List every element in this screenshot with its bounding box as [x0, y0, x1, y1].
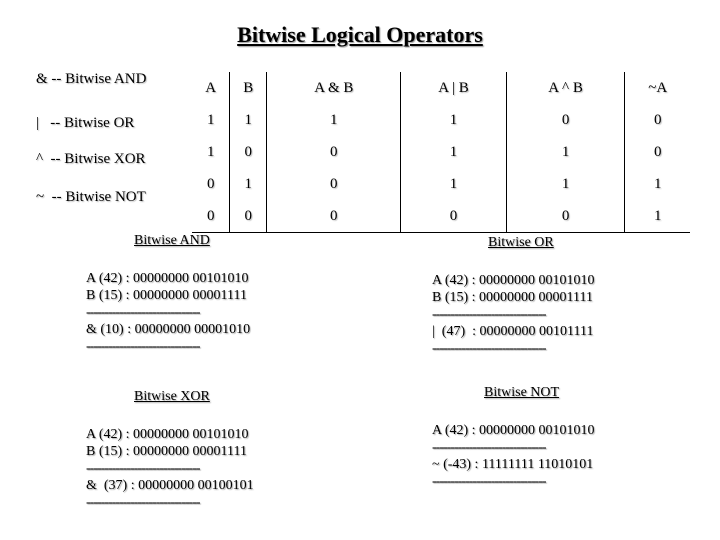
table-cell: 1: [401, 168, 506, 200]
legend-not: ~ -- Bitwise NOT: [36, 189, 146, 205]
xor-example-heading: Bitwise XOR: [134, 389, 210, 404]
table-cell: 0: [653, 111, 662, 128]
header-a: A: [192, 72, 230, 104]
header-or: A | B: [401, 72, 506, 104]
page-title: Bitwise Logical Operators: [237, 22, 483, 47]
xor-divider-bottom: -------------------------------: [86, 495, 200, 510]
header-b: B: [230, 72, 267, 104]
table-cell: 0: [192, 168, 230, 200]
legend-and: & -- Bitwise AND: [36, 71, 147, 87]
or-line-b: B (15) : 00000000 00001111: [432, 290, 593, 305]
header-xor: A ^ B: [506, 72, 625, 104]
or-example-heading: Bitwise OR: [488, 235, 554, 250]
and-example-heading: Bitwise AND: [134, 233, 210, 248]
or-divider-bottom: -------------------------------: [432, 341, 546, 356]
table-cell: 0: [230, 136, 267, 168]
or-line-result: | (47) : 00000000 00101111: [432, 324, 594, 339]
and-divider: -------------------------------: [86, 305, 200, 320]
table-cell: 0: [653, 143, 662, 160]
table-cell: 0: [267, 168, 401, 200]
not-example-heading: Bitwise NOT: [484, 385, 560, 400]
table-cell: 1: [230, 104, 267, 136]
not-divider-bottom: -------------------------------: [432, 474, 546, 489]
table-row: [192, 200, 690, 233]
header-not: ~A: [648, 79, 668, 96]
table-cell: 0: [230, 200, 267, 233]
table-row: [192, 104, 690, 136]
table-cell: 0: [267, 200, 401, 233]
legend-xor: ^ -- Bitwise XOR: [36, 151, 146, 167]
and-line-a: A (42) : 00000000 00101010: [86, 271, 249, 286]
not-line-result: ~ (-43) : 11111111 11010101: [432, 457, 594, 472]
or-line-a: A (42) : 00000000 00101010: [432, 273, 595, 288]
truth-table-header: [192, 72, 690, 104]
header-and: A & B: [267, 72, 401, 104]
table-cell: 1: [401, 104, 506, 136]
and-line-b: B (15) : 00000000 00001111: [86, 288, 247, 303]
table-cell: 0: [506, 200, 625, 233]
table-cell: 1: [192, 104, 230, 136]
table-cell: 1: [506, 136, 625, 168]
table-cell: 1: [625, 200, 690, 233]
xor-line-result: & (37) : 00000000 00100101: [86, 478, 254, 493]
table-cell: 1: [267, 104, 401, 136]
table-row: [192, 136, 690, 168]
not-divider: -------------------------------: [432, 440, 546, 455]
not-line-a: A (42) : 00000000 00101010: [432, 423, 595, 438]
and-divider-bottom: -------------------------------: [86, 339, 200, 354]
table-cell: 0: [401, 200, 506, 233]
and-line-result: & (10) : 00000000 00001010: [86, 322, 251, 337]
xor-divider: -------------------------------: [86, 461, 200, 476]
or-divider: -------------------------------: [432, 307, 546, 322]
table-cell: 1: [192, 136, 230, 168]
xor-line-a: A (42) : 00000000 00101010: [86, 427, 249, 442]
table-cell: 1: [401, 136, 506, 168]
table-cell: 1: [230, 168, 267, 200]
table-cell: 0: [192, 200, 230, 233]
table-cell: 1: [653, 175, 662, 192]
table-cell: 0: [506, 104, 625, 136]
xor-line-b: B (15) : 00000000 00001111: [86, 444, 247, 459]
table-cell: 0: [267, 136, 401, 168]
legend-or: | -- Bitwise OR: [36, 115, 135, 131]
table-cell: 1: [506, 168, 625, 200]
table-row: [192, 168, 690, 200]
truth-table: [192, 72, 690, 233]
